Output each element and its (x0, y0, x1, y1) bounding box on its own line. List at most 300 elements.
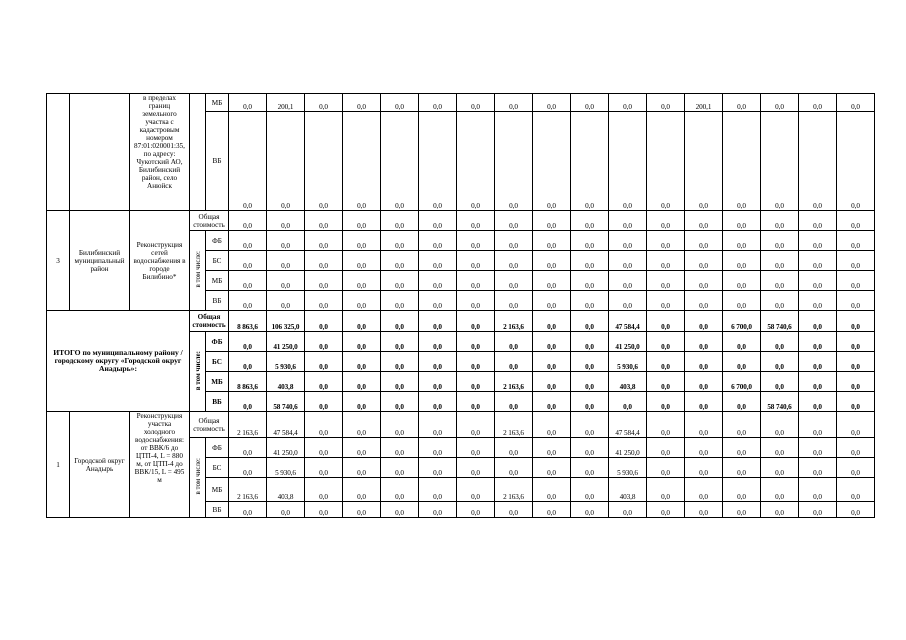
value-cell: 0,0 (685, 458, 723, 478)
value-cell: 0,0 (647, 291, 685, 311)
value-cell: 0,0 (305, 332, 343, 352)
value-cell: 0,0 (609, 271, 647, 291)
value-cell: 0,0 (343, 94, 381, 112)
value-cell: 0,0 (761, 332, 799, 352)
subgroup-cell (190, 332, 206, 412)
value-cell: 0,0 (761, 412, 799, 438)
value-cell: 0,0 (609, 94, 647, 112)
fund-source-label: ВБ (206, 392, 229, 412)
value-cell: 47 584,4 (267, 412, 305, 438)
value-cell: 0,0 (381, 94, 419, 112)
value-cell: 0,0 (685, 352, 723, 372)
value-cell: 0,0 (229, 211, 267, 231)
value-cell: 0,0 (457, 458, 495, 478)
value-cell: 0,0 (761, 478, 799, 502)
value-cell: 0,0 (419, 291, 457, 311)
value-cell: 0,0 (723, 271, 761, 291)
value-cell: 0,0 (761, 94, 799, 112)
value-cell: 0,0 (685, 311, 723, 332)
value-cell: 0,0 (647, 372, 685, 392)
value-cell: 0,0 (381, 311, 419, 332)
district-cell: Билибинский муниципальный район (70, 211, 130, 311)
project-description: Реконструкция участка холодного водоснабжения: от ВВК/6 до ЦТП-4, L = 880 м, от ЦТП-4 до ВВК/15, L = 495 м (130, 412, 190, 518)
value-cell: 5 930,6 (267, 458, 305, 478)
value-cell: 2 163,6 (495, 412, 533, 438)
value-cell: 0,0 (647, 231, 685, 251)
value-cell: 0,0 (685, 372, 723, 392)
value-cell: 0,0 (799, 211, 837, 231)
value-cell: 0,0 (229, 438, 267, 458)
value-cell: 0,0 (647, 332, 685, 352)
value-cell: 0,0 (685, 502, 723, 518)
fund-source-label: БС (206, 458, 229, 478)
value-cell: 0,0 (647, 478, 685, 502)
fund-source-label: ВБ (206, 502, 229, 518)
value-cell: 0,0 (761, 372, 799, 392)
value-cell: 0,0 (647, 211, 685, 231)
value-cell: 0,0 (381, 251, 419, 271)
value-cell: 0,0 (837, 412, 875, 438)
value-cell: 0,0 (305, 231, 343, 251)
value-cell: 0,0 (609, 231, 647, 251)
value-cell: 0,0 (419, 251, 457, 271)
value-cell: 200,1 (685, 94, 723, 112)
value-cell: 0,0 (609, 211, 647, 231)
fund-source-label: МБ (206, 94, 229, 112)
subgroup-vertical-label: в том числе: (193, 251, 202, 288)
district-cell: Городской округ Анадырь (70, 412, 130, 518)
value-cell: 41 250,0 (267, 332, 305, 352)
value-cell: 0,0 (267, 502, 305, 518)
value-cell: 0,0 (571, 478, 609, 502)
value-cell: 0,0 (647, 251, 685, 271)
value-cell: 0,0 (571, 231, 609, 251)
value-cell: 0,0 (495, 291, 533, 311)
value-cell: 0,0 (723, 438, 761, 458)
value-cell: 0,0 (723, 352, 761, 372)
value-cell: 0,0 (723, 412, 761, 438)
value-cell: 0,0 (457, 372, 495, 392)
value-cell: 0,0 (685, 271, 723, 291)
value-cell: 0,0 (723, 291, 761, 311)
value-cell: 0,0 (799, 352, 837, 372)
value-cell: 0,0 (495, 438, 533, 458)
value-cell: 58 740,6 (761, 392, 799, 412)
value-cell: 0,0 (305, 502, 343, 518)
value-cell: 0,0 (533, 438, 571, 458)
fund-source-label: ФБ (206, 231, 229, 251)
value-cell: 0,0 (799, 438, 837, 458)
value-cell: 5 930,6 (267, 352, 305, 372)
fund-source-label: БС (206, 352, 229, 372)
value-cell: 0,0 (609, 291, 647, 311)
value-cell: 8 863,6 (229, 372, 267, 392)
value-cell: 2 163,6 (495, 372, 533, 392)
value-cell: 0,0 (267, 112, 305, 211)
value-cell: 0,0 (495, 502, 533, 518)
value-cell: 0,0 (799, 112, 837, 211)
value-cell: 0,0 (837, 271, 875, 291)
value-cell: 0,0 (305, 412, 343, 438)
value-cell: 0,0 (533, 332, 571, 352)
value-cell: 0,0 (647, 352, 685, 372)
value-cell: 0,0 (419, 211, 457, 231)
value-cell: 0,0 (305, 478, 343, 502)
table-row (47, 412, 875, 438)
value-cell: 0,0 (799, 332, 837, 352)
value-cell: 5 930,6 (609, 352, 647, 372)
value-cell: 0,0 (381, 372, 419, 392)
value-cell: 0,0 (419, 271, 457, 291)
value-cell: 0,0 (343, 211, 381, 231)
value-cell: 0,0 (457, 311, 495, 332)
value-cell: 0,0 (647, 502, 685, 518)
value-cell: 0,0 (799, 251, 837, 271)
value-cell: 0,0 (571, 412, 609, 438)
value-cell: 0,0 (761, 502, 799, 518)
value-cell: 0,0 (533, 251, 571, 271)
value-cell: 0,0 (799, 271, 837, 291)
table-row (47, 311, 875, 332)
value-cell: 0,0 (685, 231, 723, 251)
value-cell: 0,0 (647, 271, 685, 291)
value-cell: 0,0 (837, 332, 875, 352)
value-cell: 0,0 (381, 438, 419, 458)
fund-source-label: ВБ (206, 112, 229, 211)
value-cell: 0,0 (571, 271, 609, 291)
value-cell: 0,0 (647, 458, 685, 478)
value-cell: 0,0 (533, 271, 571, 291)
value-cell: 0,0 (533, 412, 571, 438)
value-cell: 0,0 (761, 271, 799, 291)
value-cell: 0,0 (495, 211, 533, 231)
value-cell: 0,0 (723, 94, 761, 112)
value-cell: 0,0 (305, 311, 343, 332)
value-cell: 0,0 (343, 311, 381, 332)
value-cell: 58 740,6 (761, 311, 799, 332)
value-cell: 6 700,0 (723, 372, 761, 392)
value-cell: 0,0 (419, 392, 457, 412)
value-cell: 0,0 (457, 392, 495, 412)
value-cell: 6 700,0 (723, 311, 761, 332)
value-cell: 0,0 (457, 478, 495, 502)
value-cell: 0,0 (495, 112, 533, 211)
value-cell: 0,0 (229, 332, 267, 352)
value-cell: 0,0 (457, 438, 495, 458)
value-cell: 0,0 (571, 392, 609, 412)
value-cell: 0,0 (685, 211, 723, 231)
value-cell: 0,0 (419, 478, 457, 502)
table-row (47, 94, 875, 112)
fund-source-label: ФБ (206, 332, 229, 352)
value-cell: 0,0 (837, 502, 875, 518)
value-cell: 0,0 (267, 211, 305, 231)
value-cell: 0,0 (571, 352, 609, 372)
value-cell: 0,0 (837, 372, 875, 392)
value-cell: 2 163,6 (495, 311, 533, 332)
value-cell: 0,0 (837, 251, 875, 271)
total-title: ИТОГО по муниципальному району / городскому округу «Городской округ Анадырь»: (47, 311, 190, 412)
value-cell: 0,0 (647, 311, 685, 332)
value-cell: 0,0 (533, 478, 571, 502)
fund-source-label: МБ (206, 372, 229, 392)
value-cell: 0,0 (837, 478, 875, 502)
value-cell: 0,0 (533, 112, 571, 211)
value-cell: 0,0 (837, 392, 875, 412)
value-cell: 0,0 (343, 112, 381, 211)
value-cell: 0,0 (533, 502, 571, 518)
value-cell: 0,0 (723, 112, 761, 211)
value-cell: 0,0 (837, 211, 875, 231)
value-cell: 0,0 (495, 352, 533, 372)
value-cell: 0,0 (457, 271, 495, 291)
value-cell: 0,0 (419, 231, 457, 251)
value-cell: 0,0 (343, 251, 381, 271)
value-cell: 0,0 (685, 112, 723, 211)
value-cell: 0,0 (761, 352, 799, 372)
value-cell: 0,0 (267, 231, 305, 251)
value-cell: 0,0 (305, 291, 343, 311)
value-cell: 403,8 (609, 372, 647, 392)
value-cell: 200,1 (267, 94, 305, 112)
value-cell: 403,8 (267, 478, 305, 502)
fund-source-label: БС (206, 251, 229, 271)
value-cell: 0,0 (457, 352, 495, 372)
value-cell: 0,0 (495, 94, 533, 112)
value-cell: 0,0 (381, 352, 419, 372)
value-cell: 0,0 (229, 291, 267, 311)
value-cell: 0,0 (267, 291, 305, 311)
value-cell: 0,0 (343, 412, 381, 438)
value-cell: 0,0 (381, 502, 419, 518)
value-cell: 0,0 (533, 291, 571, 311)
value-cell: 0,0 (571, 372, 609, 392)
value-cell: 0,0 (799, 291, 837, 311)
value-cell: 0,0 (685, 412, 723, 438)
value-cell: 0,0 (837, 291, 875, 311)
project-description: в пределах границ земельного участка с кадастровым номером 87:01:020001:35, по адресу: Чукотский АО, Билибинский район, село Анюйск (130, 94, 190, 211)
value-cell: 0,0 (837, 112, 875, 211)
value-cell: 0,0 (799, 392, 837, 412)
value-cell: 0,0 (837, 311, 875, 332)
value-cell: 0,0 (685, 392, 723, 412)
value-cell: 0,0 (457, 251, 495, 271)
value-cell: 0,0 (381, 412, 419, 438)
value-cell: 0,0 (419, 332, 457, 352)
value-cell: 0,0 (381, 458, 419, 478)
total-cost-label: Общая стоимость (190, 311, 229, 332)
fund-source-label: ВБ (206, 291, 229, 311)
value-cell: 0,0 (571, 251, 609, 271)
value-cell: 0,0 (457, 112, 495, 211)
value-cell: 0,0 (685, 332, 723, 352)
value-cell: 0,0 (723, 231, 761, 251)
value-cell: 0,0 (571, 458, 609, 478)
value-cell: 47 584,4 (609, 412, 647, 438)
value-cell: 0,0 (647, 438, 685, 458)
table-row (47, 211, 875, 231)
value-cell: 0,0 (609, 392, 647, 412)
value-cell: 0,0 (533, 94, 571, 112)
value-cell: 0,0 (229, 94, 267, 112)
value-cell: 8 863,6 (229, 311, 267, 332)
value-cell: 0,0 (761, 211, 799, 231)
value-cell: 0,0 (343, 271, 381, 291)
value-cell: 0,0 (229, 352, 267, 372)
value-cell: 0,0 (723, 251, 761, 271)
value-cell: 0,0 (305, 271, 343, 291)
value-cell: 0,0 (799, 502, 837, 518)
value-cell: 0,0 (647, 94, 685, 112)
value-cell: 0,0 (723, 478, 761, 502)
value-cell: 0,0 (457, 332, 495, 352)
value-cell: 0,0 (305, 352, 343, 372)
value-cell: 0,0 (419, 502, 457, 518)
value-cell: 0,0 (305, 211, 343, 231)
value-cell: 0,0 (761, 291, 799, 311)
value-cell: 0,0 (267, 251, 305, 271)
value-cell: 0,0 (837, 438, 875, 458)
value-cell: 0,0 (571, 311, 609, 332)
value-cell: 0,0 (305, 372, 343, 392)
value-cell: 0,0 (305, 94, 343, 112)
subgroup-cell (190, 438, 206, 518)
value-cell: 0,0 (419, 438, 457, 458)
value-cell: 41 250,0 (609, 332, 647, 352)
row-number-cell: 1 (47, 412, 70, 518)
value-cell: 0,0 (837, 94, 875, 112)
value-cell: 0,0 (343, 291, 381, 311)
value-cell: 0,0 (381, 478, 419, 502)
value-cell: 0,0 (419, 352, 457, 372)
value-cell: 0,0 (609, 251, 647, 271)
value-cell: 0,0 (457, 291, 495, 311)
value-cell: 0,0 (343, 352, 381, 372)
value-cell: 0,0 (495, 231, 533, 251)
value-cell: 2 163,6 (229, 478, 267, 502)
value-cell: 0,0 (381, 211, 419, 231)
value-cell: 0,0 (305, 251, 343, 271)
value-cell: 0,0 (381, 231, 419, 251)
value-cell: 47 584,4 (609, 311, 647, 332)
value-cell: 0,0 (723, 458, 761, 478)
value-cell: 0,0 (229, 112, 267, 211)
value-cell: 0,0 (837, 231, 875, 251)
value-cell: 0,0 (571, 112, 609, 211)
value-cell: 0,0 (609, 112, 647, 211)
value-cell: 0,0 (457, 412, 495, 438)
value-cell: 0,0 (837, 458, 875, 478)
row-number-cell: 3 (47, 211, 70, 311)
value-cell: 0,0 (305, 458, 343, 478)
value-cell: 0,0 (495, 458, 533, 478)
subgroup-vertical-label: в том числе: (193, 458, 202, 495)
value-cell: 0,0 (343, 502, 381, 518)
value-cell: 0,0 (457, 502, 495, 518)
value-cell: 0,0 (343, 372, 381, 392)
value-cell: 0,0 (761, 458, 799, 478)
value-cell: 0,0 (571, 291, 609, 311)
value-cell: 0,0 (571, 438, 609, 458)
value-cell: 2 163,6 (495, 478, 533, 502)
value-cell: 0,0 (533, 458, 571, 478)
value-cell: 0,0 (343, 231, 381, 251)
value-cell: 0,0 (229, 392, 267, 412)
value-cell: 0,0 (343, 392, 381, 412)
row-number-cell (47, 94, 70, 211)
district-cell (70, 94, 130, 211)
value-cell: 0,0 (267, 271, 305, 291)
value-cell: 0,0 (305, 112, 343, 211)
fund-source-label: МБ (206, 478, 229, 502)
value-cell: 0,0 (533, 352, 571, 372)
value-cell: 0,0 (685, 478, 723, 502)
value-cell: 0,0 (533, 231, 571, 251)
value-cell: 0,0 (229, 251, 267, 271)
value-cell: 0,0 (571, 94, 609, 112)
value-cell: 0,0 (457, 211, 495, 231)
value-cell: 0,0 (685, 291, 723, 311)
fund-source-label: ФБ (206, 438, 229, 458)
value-cell: 0,0 (229, 502, 267, 518)
value-cell: 0,0 (495, 251, 533, 271)
value-cell: 58 740,6 (267, 392, 305, 412)
value-cell: 0,0 (495, 392, 533, 412)
value-cell: 41 250,0 (609, 438, 647, 458)
value-cell: 41 250,0 (267, 438, 305, 458)
value-cell: 0,0 (799, 372, 837, 392)
subgroup-vertical-label: в том числе: (193, 350, 202, 391)
value-cell: 0,0 (571, 211, 609, 231)
value-cell: 0,0 (799, 311, 837, 332)
value-cell: 0,0 (229, 231, 267, 251)
value-cell: 0,0 (799, 94, 837, 112)
value-cell: 0,0 (723, 211, 761, 231)
value-cell: 0,0 (381, 392, 419, 412)
value-cell: 0,0 (343, 438, 381, 458)
value-cell: 0,0 (229, 271, 267, 291)
value-cell: 0,0 (343, 458, 381, 478)
value-cell: 0,0 (761, 112, 799, 211)
value-cell: 403,8 (267, 372, 305, 392)
value-cell: 0,0 (647, 392, 685, 412)
project-description: Реконструкция сетей водоснабжения в городе Билибино* (130, 211, 190, 311)
value-cell: 0,0 (343, 332, 381, 352)
value-cell: 0,0 (723, 502, 761, 518)
value-cell: 0,0 (799, 412, 837, 438)
value-cell: 0,0 (457, 94, 495, 112)
value-cell: 0,0 (571, 502, 609, 518)
value-cell: 0,0 (419, 311, 457, 332)
value-cell: 0,0 (723, 392, 761, 412)
value-cell: 0,0 (761, 438, 799, 458)
value-cell: 0,0 (609, 502, 647, 518)
value-cell: 0,0 (761, 251, 799, 271)
value-cell: 0,0 (419, 412, 457, 438)
value-cell: 0,0 (457, 231, 495, 251)
value-cell: 0,0 (799, 478, 837, 502)
value-cell: 0,0 (381, 332, 419, 352)
value-cell: 0,0 (799, 231, 837, 251)
funding-table (46, 93, 875, 518)
value-cell: 0,0 (419, 372, 457, 392)
value-cell: 0,0 (381, 291, 419, 311)
value-cell: 0,0 (381, 112, 419, 211)
value-cell: 0,0 (229, 458, 267, 478)
value-cell: 0,0 (647, 112, 685, 211)
value-cell: 0,0 (419, 112, 457, 211)
value-cell: 403,8 (609, 478, 647, 502)
